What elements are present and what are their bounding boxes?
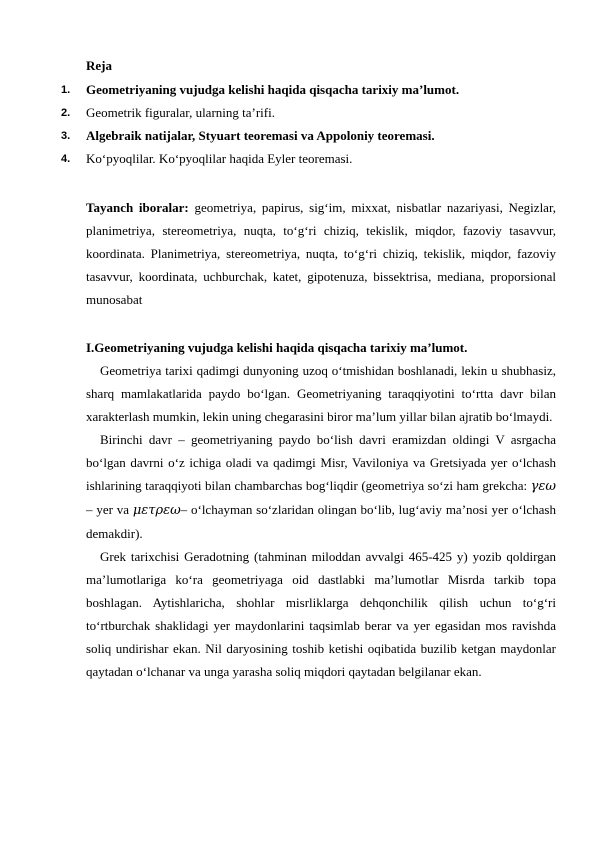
section-body xyxy=(86,359,556,683)
paragraph-2-part-a: Birinchi davr – geometriyaning paydo bo‘lish davri eramizdan oldingi V asrgacha bo‘lgan davrni o‘z ichiga oladi va qadimgi Misr, Vaviloniya va Gretsiyada yer o‘lchash ishlarining taraqqiyoti bilan chambarchas bog‘liqdir (geometriya so‘zi ham grekcha: xyxy=(86,432,556,493)
paragraph-3: Grek tarixchisi Geradotning (tahminan miloddan avvalgi 465-425 y) yozib qoldirgan ma’lumotlariga ko‘ra geometriyaga oid dastlabki ma’lumotlar Misrda tarkib topa boshlagan. Aytishlaricha, shohlar misrliklarga dehqonchilik qilish uchun to‘g‘ri to‘rtburchak shaklidagi yer maydonlarini taqsimlab berar va yer egasidan mos ravishda soliq undirishar ekan. Nil daryosining toshib ketishi oqibatida buzilib ketgan maydonlar qaytadan o‘lchanar va unga yarasha soliq miqdori qaytadan belgilanar ekan. xyxy=(86,549,556,679)
plan-item-text: Geometriyaning vujudga kelishi haqida qisqacha tarixiy ma’lumot. xyxy=(86,82,460,97)
keywords-paragraph xyxy=(86,196,556,311)
plan-item-number: 4. xyxy=(61,153,71,165)
plan-item-1 xyxy=(0,80,596,103)
paragraph-2 xyxy=(86,428,556,545)
section-title: I.Geometriyaning vujudga kelishi haqida qisqacha tarixiy ma’lumot. xyxy=(86,340,468,355)
plan-item-number: 1. xyxy=(61,84,71,96)
plan-item-4 xyxy=(0,149,596,172)
paragraph-1: Geometriya tarixi qadimgi dunyoning uzoq o‘tmishidan boshlanadi, lekin u shubhasiz, sharq mamlakatlarida paydo bo‘lgan. Geometriyaning taraqqiyotini to‘rtta davr bilan xarakterlash mumkin, lekin uning chegarasini biror ma’lum yillar bilan ajratib bo‘lmaydi. xyxy=(86,363,556,424)
plan-item-text: Geometrik figuralar, ularning ta’rifi. xyxy=(86,105,275,120)
plan-item-text: Ko‘pyoqlilar. Ko‘pyoqlilar haqida Eyler teoremasi. xyxy=(86,151,353,166)
keywords-label: Tayanch iboralar: xyxy=(86,200,189,215)
keywords-text: geometriya, papirus, sig‘im, mixxat, nisbatlar nazariyasi, Negizlar, planimetriya, stereometriya, nuqta, to‘g‘ri chiziq, tekislik, miqdor, fazoviy tasavvur, koordinata. Planimetriya, stereometriya, nuqta, to‘g‘ri chiziq, tekislik, miqdor, fazoviy tasavvur, koordinata, uchburchak, katet, gipotenuza, bissektrisa, mediana, proporsional munosabat xyxy=(86,200,557,307)
paragraph-2-part-b: – yer va xyxy=(86,502,133,517)
plan-heading: Reja xyxy=(86,58,112,73)
plan-item-number: 2. xyxy=(61,107,71,119)
greek-word-geo: γεω xyxy=(530,479,556,494)
plan-item-number: 3. xyxy=(61,130,71,142)
plan-list xyxy=(0,80,596,172)
plan-item-2 xyxy=(0,103,596,126)
plan-item-3 xyxy=(0,126,596,149)
plan-item-text: Algebraik natijalar, Styuart teoremasi va Appoloniy teoremasi. xyxy=(86,128,435,143)
paragraph-2-part-c: – o‘lchayman so‘zlaridan olingan bo‘lib, lug‘aviy ma’nosi yer o‘lchash demakdir). xyxy=(86,502,556,541)
greek-word-metreo: μετρεω xyxy=(132,503,181,518)
